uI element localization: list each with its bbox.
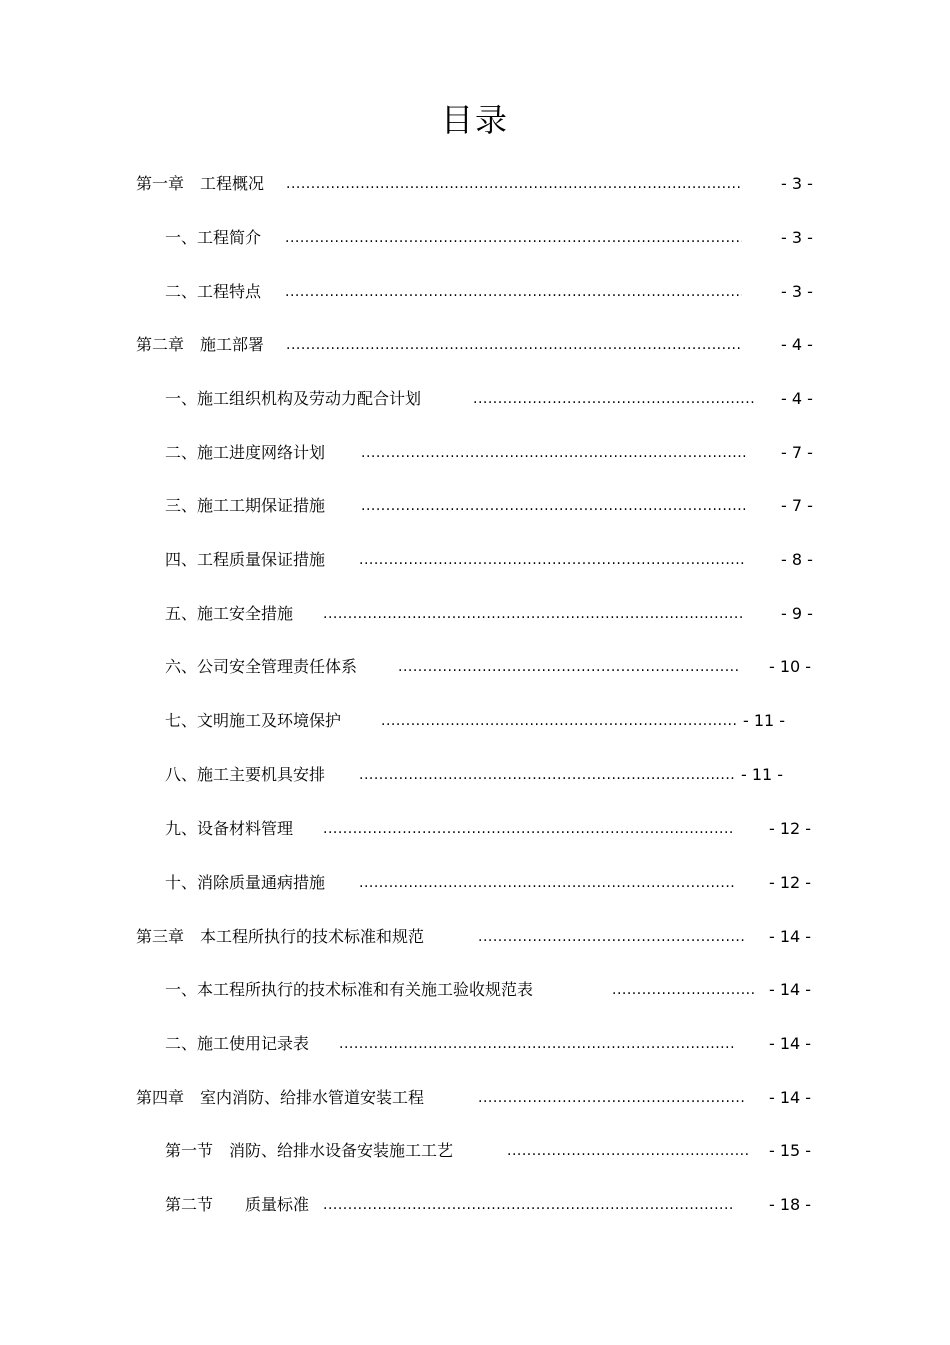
dot-leader xyxy=(507,1139,749,1163)
toc-entry[interactable] xyxy=(165,1139,816,1163)
toc-entry[interactable] xyxy=(165,655,816,679)
toc-entry[interactable] xyxy=(165,709,816,733)
toc-entry-label: 二、施工进度网络计划 xyxy=(165,443,326,462)
toc-entry-label: 一、施工组织机构及劳动力配合计划 xyxy=(165,389,422,408)
toc-entry[interactable] xyxy=(136,1086,816,1110)
dot-leader xyxy=(359,763,736,787)
toc-entry[interactable] xyxy=(165,763,816,787)
dot-leader xyxy=(323,602,745,626)
toc-entry[interactable] xyxy=(165,226,816,250)
dot-leader xyxy=(286,172,742,196)
toc-entry-page: - 3 - xyxy=(781,174,813,193)
dot-leader xyxy=(612,978,755,1002)
toc-entry[interactable] xyxy=(165,1032,816,1056)
toc-entry-label: 第三章 本工程所执行的技术标准和规范 xyxy=(136,927,425,946)
dot-leader xyxy=(359,871,736,895)
dot-leader xyxy=(285,226,742,250)
toc-entry-page: - 11 - xyxy=(741,765,784,784)
dot-leader xyxy=(361,494,748,518)
toc-entry-page: - 15 - xyxy=(769,1141,812,1160)
toc-entry-label: 一、本工程所执行的技术标准和有关施工验收规范表 xyxy=(165,980,534,999)
toc-entry-page: - 7 - xyxy=(781,443,813,462)
toc-entry-label: 第四章 室内消防、给排水管道安装工程 xyxy=(136,1088,425,1107)
dot-leader xyxy=(359,548,746,572)
toc-entry[interactable] xyxy=(165,387,816,411)
toc-entry-page: - 12 - xyxy=(769,819,812,838)
toc-entry[interactable] xyxy=(165,494,816,518)
toc-entry-label: 第一节 消防、给排水设备安装施工工艺 xyxy=(165,1141,454,1160)
toc-entry[interactable] xyxy=(165,978,816,1002)
dot-leader xyxy=(323,817,734,841)
toc-entry-page: - 12 - xyxy=(769,873,812,892)
dot-leader xyxy=(323,1193,735,1217)
toc-entry[interactable] xyxy=(165,441,816,465)
toc-entry-page: - 14 - xyxy=(769,1088,812,1107)
dot-leader xyxy=(381,709,738,733)
toc-entry-label: 七、文明施工及环境保护 xyxy=(165,711,342,730)
toc-entry-label: 十、消除质量通病措施 xyxy=(165,873,326,892)
toc-entry[interactable] xyxy=(136,925,816,949)
toc-entry-label: 九、设备材料管理 xyxy=(165,819,294,838)
toc-entry-page: - 14 - xyxy=(769,1034,812,1053)
toc-entry-label: 一、工程简介 xyxy=(165,228,262,247)
toc-entry-page: - 8 - xyxy=(781,550,813,569)
toc-entry-page: - 7 - xyxy=(781,496,813,515)
dot-leader xyxy=(478,1086,745,1110)
toc-entry-page: - 3 - xyxy=(781,228,813,247)
toc-entry-page: - 9 - xyxy=(781,604,813,623)
toc-entry[interactable] xyxy=(165,548,816,572)
toc-entry-label: 第一章 工程概况 xyxy=(136,174,265,193)
toc-entry-page: - 14 - xyxy=(769,980,812,999)
toc-entry-page: - 3 - xyxy=(781,282,813,301)
dot-leader xyxy=(478,925,745,949)
toc-entry[interactable] xyxy=(165,602,816,626)
toc-entry-label: 六、公司安全管理责任体系 xyxy=(165,657,358,676)
toc-entry-label: 五、施工安全措施 xyxy=(165,604,294,623)
toc-entry[interactable] xyxy=(165,280,816,304)
dot-leader xyxy=(339,1032,735,1056)
toc-entry-label: 第二节 质量标准 xyxy=(165,1195,310,1214)
dot-leader xyxy=(361,441,748,465)
toc-entry-page: - 4 - xyxy=(781,389,813,408)
dot-leader xyxy=(285,280,742,304)
toc-entry-page: - 18 - xyxy=(769,1195,812,1214)
dot-leader xyxy=(398,655,740,679)
toc-entry-page: - 10 - xyxy=(769,657,812,676)
toc-entry[interactable] xyxy=(136,333,816,357)
toc-entry-page: - 4 - xyxy=(781,335,813,354)
dot-leader xyxy=(286,333,742,357)
dot-leader xyxy=(473,387,755,411)
toc-entry-page: - 11 - xyxy=(743,711,786,730)
toc-entry-label: 四、工程质量保证措施 xyxy=(165,550,326,569)
toc-entry-label: 三、施工工期保证措施 xyxy=(165,496,326,515)
toc-entry[interactable] xyxy=(165,1193,816,1217)
toc-entry[interactable] xyxy=(165,871,816,895)
toc-entry-label: 第二章 施工部署 xyxy=(136,335,265,354)
toc-entry-label: 八、施工主要机具安排 xyxy=(165,765,326,784)
toc-entry-label: 二、工程特点 xyxy=(165,282,262,301)
toc-entry-label: 二、施工使用记录表 xyxy=(165,1034,310,1053)
toc-entry-page: - 14 - xyxy=(769,927,812,946)
page-title: 目录 xyxy=(440,101,509,139)
toc-entry[interactable] xyxy=(165,817,816,841)
toc-entry[interactable] xyxy=(136,172,816,196)
